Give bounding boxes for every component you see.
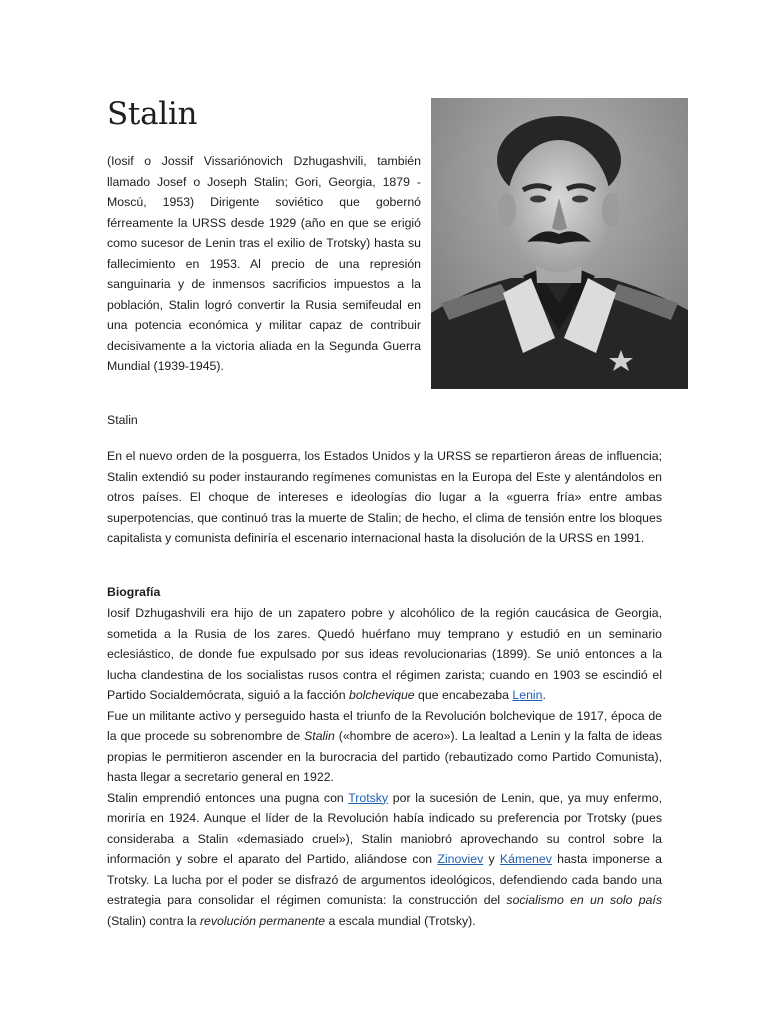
bio-p1-emphasis: bolchevique: [348, 688, 415, 702]
postwar-paragraph: En el nuevo orden de la posguerra, los Estados Unidos y la URSS se repartieron áreas de influencia; Stalin extendió su poder instaurando regímenes comunistas en la Europa del Este y alentándolos en otros países. El choque de intereses e ideologías dio lugar a la «guerra fría» entre ambas superpotencias, que continuó tras la muerte de Stalin; de hecho, el clima de tensión entre los bloques capitalista y comunista definiría el escenario internacional hasta la disolución de la URSS en 1991.: [107, 449, 662, 545]
bio-p3-text-2: por la sucesión de Lenin, que, ya muy enfermo, moriría en 1924. Aunque el líder de la Revolución había indicado su preferencia por Trotsky (pues consideraba a Stalin «demasiado cruel»), Stalin maniobró aprovechando su control sobre la información y sobre el aparato del Partido, aliándose con: [107, 790, 662, 866]
kamenev-link[interactable]: Kámenev: [499, 852, 552, 866]
bio-p2-emphasis: Stalin: [304, 729, 335, 743]
biography-text: [107, 603, 662, 931]
portrait-photo: [431, 98, 688, 389]
lenin-link[interactable]: Lenin: [512, 688, 543, 702]
bio-p1-text: Iosif Dzhugashvili era hijo de un zapatero pobre y alcohólico de la región caucásica de Georgia, sometida a la Rusia de los zares. Quedó huérfano muy temprano y estudió en un seminario eclesiástico, de donde fue expulsado por sus ideas revolucionarias (1899). Se unió entonces a la lucha clandestina de los socialistas rusos contra el régimen zarista; cuando en 1903 se escindió el Partido Socialdemócrata, siguió a la facción: [107, 606, 662, 702]
trotsky-link[interactable]: Trotsky: [348, 790, 389, 805]
bio-p1-text-2: que encabezaba: [414, 688, 513, 702]
bio-p2-text-2: («hombre de acero»). La lealtad a Lenin y la falta de ideas propias le permitieron ascender en la burocracia del partido (rebautizado como Partido Comunista), hasta llegar a secretario general en 1922.: [107, 729, 662, 784]
page-title: Stalin: [107, 96, 198, 132]
bio-p3-text-6: a escala mundial (Trotsky).: [325, 913, 476, 928]
bio-p3-text: Stalin emprendió entonces una pugna con: [107, 790, 349, 805]
bio-p3-text-4: hasta imponerse a Trotsky. La lucha por el poder se disfrazó de argumentos ideológicos, defendiendo cada bando una estrategia para consolidar el régimen comunista: la construcción del: [107, 852, 662, 907]
bio-p3-emphasis-2: revolución permanente: [199, 913, 326, 928]
zinoviev-link[interactable]: Zinoviev: [437, 852, 484, 866]
image-caption: Stalin: [107, 413, 138, 427]
biography-heading: Biografía: [107, 585, 161, 599]
bio-p3-text-5: (Stalin) contra la: [107, 913, 200, 928]
bio-p2-text: Fue un militante activo y perseguido hasta el triunfo de la Revolución bolchevique de 1917, época de la que procede su sobrenombre de: [107, 708, 662, 743]
bio-p3-emphasis-1: socialismo en un solo país: [506, 893, 662, 907]
bio-p1-end: .: [542, 688, 546, 702]
intro-paragraph: (Iosif o Jossif Vissariónovich Dzhugashvili, también llamado Josef o Joseph Stalin; Gori, Georgia, 1879 - Moscú, 1953) Dirigente soviético que gobernó férreamente la URSS desde 1929 (año en que se erigió como sucesor de Lenin tras el exilio de Trotsky) hasta su fallecimiento en 1953. Al precio de una represión sanguinaria y de inmensos sacrificios impuestos a la población, Stalin logró convertir la Rusia semifeudal en una potencia económica y militar capaz de contribuir decisivamente a la victoria aliada en la Segunda Guerra Mundial (1939-1945).: [107, 154, 421, 373]
bio-p3-text-3: y: [483, 852, 500, 866]
